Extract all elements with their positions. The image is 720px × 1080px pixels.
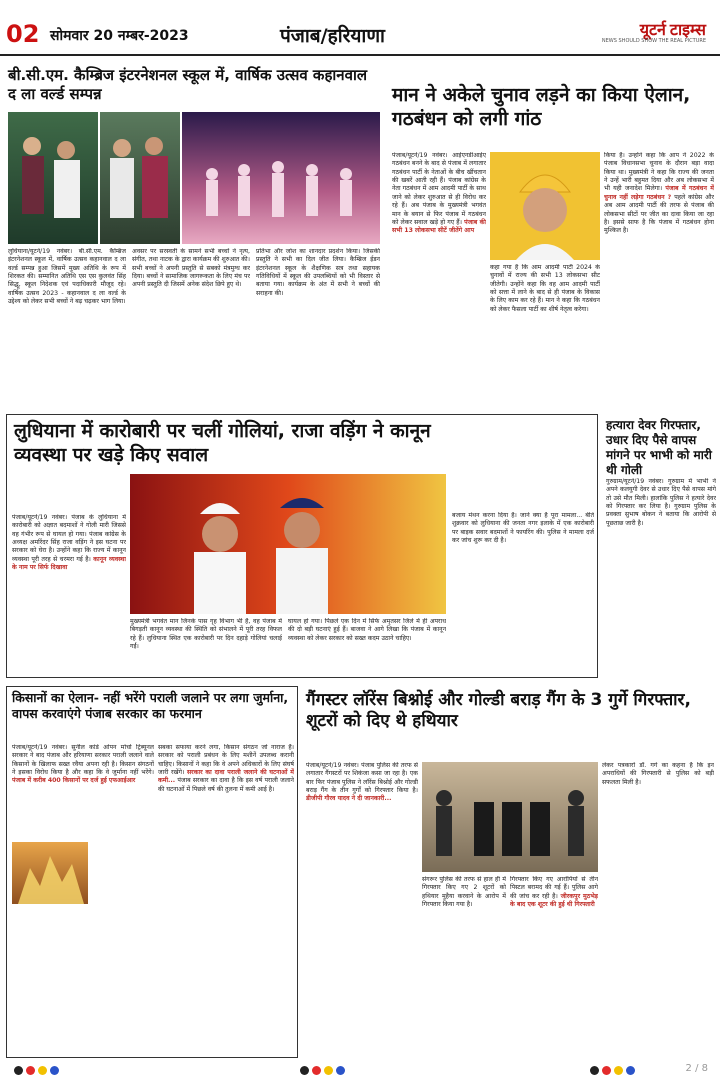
footer-dot [14,1066,23,1075]
section-title: पंजाब/हरियाणा [280,25,385,47]
farmers-subhead-claim: सरकार का दावा पराली जलाने की घटनाओं में कमी... [158,769,294,785]
footer-dot [50,1066,59,1075]
photo-dance-performance [182,112,380,244]
photo-stubble-burning [12,842,88,904]
farmers-column-1-text: पंजाब/यूटर्न/19 नवंबर। सुनील कांडे ओपन मोर्चा ट्रिब्यूनल सरकार ने बाद पंजाब और हरियाणा सरकार पराली जलाने वाले किसानों के खिलाफ सख्त रवैया अपना रही है। किसान संगठनों ने इसका विरोध किया है और कहा कि वे जुर्माना नहीं भरेंगे। [12,744,154,777]
school-column-3: प्रतिभा और जोश का शानदार प्रदर्शन किया। जिसकी प्रस्तुति ने सभी का दिल जीत लिया। कैम्ब्रिज ईडन इंटरनेशनल स्कूल के शैक्षणिक सत्र तथा सहायक गतिविधियों में स्कूल की उपलब्धियों को भी विस्तार से बताया गया। कार्यक्रम के अंत में सभी ने बच्चों की सराहना की। [256,248,380,297]
ludhiana-column-1-text: पंजाब/यूटर्न/19 नवंबर। पंजाब के लुधियाना में कारोबारी को अज्ञात बदमाशों ने गोली मारी जिससे वह गंभीर रूप से घायल हो गया। पंजाब कांग्रेस के अध्यक्ष अमरिंदर सिंह राजा वड़िंग ने इस घटना पर सरकार को घेरा है। उन्होंने कहा कि राज्य में कानून व्यवस्था पूरी तरह से चरमरा गई है। [12,514,126,563]
brand-logo: यूटर्न टाइम्स [639,22,706,39]
headline-farmers: किसानों का ऐलान- नहीं भरेंगे पराली जलाने पर लगा जुर्माना, वापस करवाएंगे पंजाब सरकार का फरमान [12,690,289,721]
mann-column-1-text: पंजाब/यूटर्न/19 नवंबर। आईएनडीआईए गठबंधन बनने के बाद से पंजाब में लगातार गठबंधन पार्टी के नेताओं के बीच खींचतान की खबरें आती रही हैं। पंजाब कांग्रेस के नेता गठबंधन में आम आदमी पार्टी के साथ जाने को लेकर शुरुआत से ही विरोध कर रहे हैं। अब पंजाब के मुख्यमंत्री भगवंत मान के बयान से फिर पंजाब में गठबंधन को लेकर सवाल खड़े हो गए हैं। [392,152,486,226]
page-header [0,0,720,56]
photo-bhagwant-mann [490,152,600,260]
footer-dot [614,1066,623,1075]
farmers-column-2-tail: पंजाब सरकार का दावा है कि इस वर्ष पराली जलाने की घटनाओं में पिछले वर्ष की तुलना में कमी आई है। [158,777,294,793]
page-number: 02 [6,20,40,48]
gang-column-2: संगरूर पुलिस की तरफ से हाल ही में गिरफ्तार किए गए 2 शूटरों को हथियार मुहैया करवाने के आरोप में गिरफ्तार किया गया है। [422,876,506,909]
footer-dot [626,1066,635,1075]
photo-arrested-gangsters [422,762,598,872]
mann-column-3-tail: पहले कांग्रेस और अब आम आदमी पार्टी की तरफ से पंजाब की लोकसभा सीटों पर जीत का दावा किया जा रहा है। इससे साफ है कि पंजाब में गठबंधन होना मुश्किल है। [604,193,714,235]
footer-dot [26,1066,35,1075]
school-column-2: अवसर पर सरस्वती के सामने सभी बच्चों ने नृत्य, संगीत, तथा नाटक के द्वारा कार्यक्रम की शुरुआत की। सभी बच्चों ने अपनी प्रस्तुति से सबको मंत्रमुग्ध कर दिया। बच्चों ने सामाजिक जागरूकता के लिए मंच पर अपनी प्रस्तुति दी जिसमें अनेक संदेश छिपे हुए थे। [132,248,250,289]
brand-tagline: NEWS SHOULD SHOW THE REAL PICTURE [601,38,706,44]
arrest-column-1: गुरुग्राम/यूटर्न/19 नवंबर। गुरुग्राम में भाभी ने अपने कलयुगी देवर से उधार दिए पैसे वापस मांगे तो उसे मौत मिली। हालांकि पुलिस ने हत्यारे देवर को गिरफ्तार कर लिया है। गुरुग्राम पुलिस के प्रवक्ता सुभाष बोकन ने बताया कि आरोपी से पूछताछ जारी है। [606,478,716,527]
gang-subhead-dgp: डीजीपी गौरव यादव ने दी जानकारी... [306,795,392,803]
ludhiana-column-4: बजाय मंथन करना दिया है। जाने क्या है पूरा मामला... बीते शुक्रवार को लुधियाना की जनता नगर इलाके में एक कारोबारी पर बाइक सवार बदमाशों ने फायरिंग की। पुलिस ने मामला दर्ज कर जांच शुरू कर दी है। [452,512,594,545]
headline-ludhiana: लुधियाना में कारोबारी पर चलीं गोलियां, राजा वड़िंग ने कानून व्यवस्था पर खड़े किए सवाल [14,420,431,466]
farmers-subhead-fir: पंजाब में करीब 400 किसानों पर दर्ज हुई एफआईआर [12,777,136,785]
issue-date: सोमवार 20 नम्बर-2023 [50,28,189,44]
page-marker: 2 / 8 [685,1063,708,1074]
mann-column-1 [392,152,486,408]
ludhiana-subhead: कानून व्यवस्था के नाम पर सिर्फ दिखावा [12,555,126,572]
footer-dot [300,1066,309,1075]
gang-column-1 [306,762,418,1054]
mann-subhead-seats: पंजाब की सभी 13 लोकसभा सीटें जीतेंगे आप [392,218,486,235]
photo-raja-warring [130,474,446,614]
photo-honoring-guest [100,112,180,244]
mann-column-3-text: किया है। उन्होंने कहा कि आप ने 2022 के पंजाब विधानसभा चुनाव के दौरान बड़ा वादा किया था। मुख्यमंत्री ने कहा कि राज्य की जनता ने उन्हें भारी बहुमत दिया और अब लोकसभा में भी यही जनादेश मिलेगा। [604,152,714,193]
headline-school: बी.सी.एम. कैम्ब्रिज इंटरनेशनल स्कूल में, वार्षिक उत्सव कहानवाल द ला वर्ल्ड सम्पन्न [8,66,368,103]
footer-dot [312,1066,321,1075]
gang-column-4: लेकर पत्रकारों डॉ. गर्ग का कहना है कि इन अपराधियों की गिरफ्तारी से पुलिस को बड़ी सफलता मिली है। [602,762,714,786]
farmers-column-2 [158,744,294,1054]
ludhiana-column-2: मुख्यमंत्री भगवंत मान जिनके पास गृह विभाग भी है, वह पंजाब में बिगड़ती कानून व्यवस्था की स्थिति को संभालने में पूरी तरह विफल रहे हैं। लुधियाना स्थित एक कारोबारी पर दिन दहाड़े गोलियां चलाई गईं। [130,618,282,651]
footer-dots-right [590,1060,638,1070]
headline-gang: गैंगस्टर लॉरेंस बिश्नोई और गोल्डी बराड़ गैंग के 3 गुर्गे गिरफ्तार, शूटरों को दिए थे हथियार [306,690,691,732]
gang-column-1-text: पंजाब/यूटर्न/19 नवंबर। पंजाब पुलिस की तरफ से लगातार गैंगस्टरों पर शिकंजा कसा जा रहा है। एक बार फिर पंजाब पुलिस ने लॉरेंस बिश्नोई और गोल्डी बराड़ गैंग के तीन गुर्गों को गिरफ्तार किया है। [306,762,418,795]
footer-dot [38,1066,47,1075]
footer-dot [324,1066,333,1075]
footer-dot [602,1066,611,1075]
ludhiana-column-3: घायल हो गया। पिछले एक दिन में सिर्फ अमृतसर जिले में ही अपराध की दो बड़ी घटनाएं हुई हैं। बाजवा ने आगे लिखा कि पंजाब में कानून व्यवस्था को लेकर सरकार को सख्त कदम उठाने चाहिए। [288,618,446,642]
farmers-column-2-text: सबका सफाया करने लगा, किसान संगठन जो नाराज हैं। सरकार को पराली प्रबंधन के लिए मशीनें उपलब्ध करानी चाहिए। किसानों ने कहा कि वे अपने अधिकारों के लिए संघर्ष जारी रखेंगे। [158,744,294,777]
footer-dots-left [14,1060,62,1070]
mann-subhead-alliance: पंजाब में गठबंधन में चुनाव नहीं लड़ेगा गठबंधन ? [604,185,714,201]
gang-column-3 [510,876,598,1054]
footer-dot [336,1066,345,1075]
mann-column-2: कहा गया है कि आम आदमी पार्टी 2024 के चुनावों में राज्य की सभी 13 लोकसभा सीट जीतेगी। उन्होंने कहा कि वह आम आदमी पार्टी को सत्ता में लाने के बाद से ही पंजाब के विकास के लिए काम कर रहे हैं। मान ने कहा कि गठबंधन को लेकर फैसला पार्टी का शीर्ष नेतृत्व करेगा। [490,264,600,313]
ludhiana-column-1 [12,514,126,674]
photo-award-ceremony [8,112,98,244]
footer-dot [590,1066,599,1075]
school-column-1: लुधियाना/यूटर्न/19 नवंबर। बी.सी.एम. कैम्ब्रिज इंटरनेशनल स्कूल में, वार्षिक उत्सव कहानवाल द ला वर्ल्ड सम्पन्न हुआ जिसमें मुख्य अतिथि के रूप में शिरकत की। सम्मानित अतिथि एस एस कुलवंत सिंह सिद्धू, स्कूल निदेशक एवं पदाधिकारी मौजूद रहे। वार्षिक उत्सव 2023 - कहानवाल द ला वर्ल्ड के उद्देश्य को लेकर सभी बच्चों ने बढ़ चढ़कर भाग लिया। [8,248,126,306]
gang-subhead-encounter: जीरकपुर मुठभेड़ के बाद एक शूटर की हुई थी गिरफ्तारी [510,892,598,909]
headline-mann: मान ने अकेले चुनाव लड़ने का किया ऐलान, गठबंधन को लगी गांठ [392,84,691,130]
gang-column-3-text: गिरफ्तार किए गए आरोपियों से तीन पिस्टल बरामद की गई हैं। पुलिस आगे की जांच कर रही है। [510,876,598,900]
headline-arrest: हत्यारा देवर गिरफ्तार, उधार दिए पैसे वापस मांगने पर भाभी को मारी थी गोली [606,418,712,477]
footer-dots-center [300,1060,348,1070]
mann-column-3 [604,152,714,408]
